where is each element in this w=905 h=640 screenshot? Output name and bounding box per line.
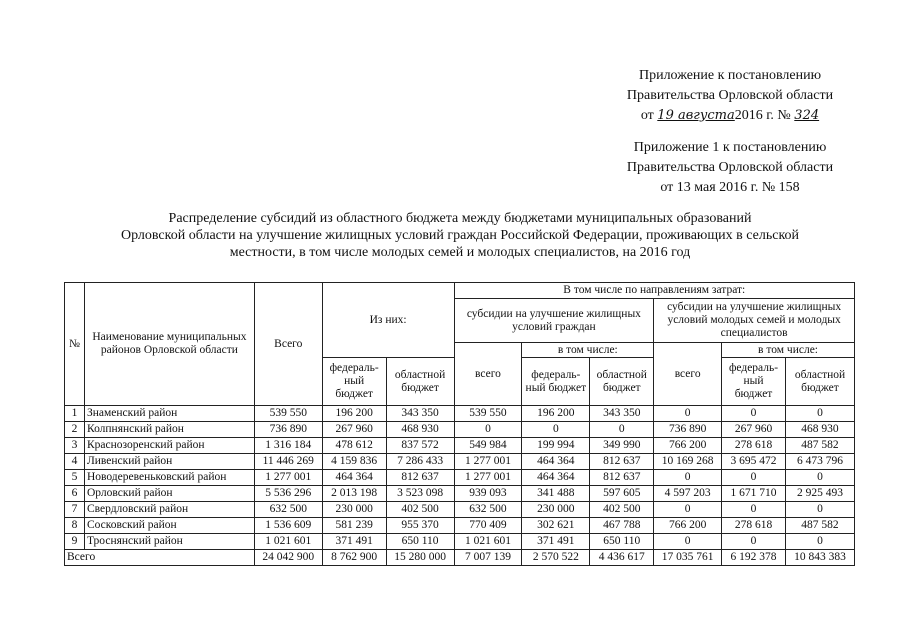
cell-regional: 3 523 098 <box>386 486 454 502</box>
cell-g1-federal: 302 621 <box>522 518 590 534</box>
cell-g1-all: 770 409 <box>454 518 522 534</box>
g1-federal-header: федераль-ный бюджет <box>522 358 590 406</box>
g1-all-header: всего <box>454 343 522 406</box>
district-name: Колпнянский район <box>84 422 254 438</box>
handwritten-date: 19 августа <box>657 108 735 123</box>
appendix-header-line: Приложение к постановлению <box>638 68 822 83</box>
title-line: Орловской области на улучшение жилищных условий граждан Российской Федерации, проживающих в сельской <box>120 228 800 243</box>
row-num: 9 <box>65 534 85 550</box>
cell-g1-regional: 343 350 <box>590 406 654 422</box>
cell-g1-regional: 4 436 617 <box>590 550 654 566</box>
cell-federal: 464 364 <box>322 470 386 486</box>
table-row <box>65 422 855 438</box>
cell-federal: 8 762 900 <box>322 550 386 566</box>
cell-federal: 230 000 <box>322 502 386 518</box>
appendix-header-line: от 13 мая 2016 г. № 158 <box>660 180 800 195</box>
total-label: Всего <box>65 550 255 566</box>
cell-total: 736 890 <box>254 422 322 438</box>
district-name: Ливенский район <box>84 454 254 470</box>
row-num: 4 <box>65 454 85 470</box>
g2-federal-header: федераль-ный бюджет <box>722 358 786 406</box>
cell-g1-regional: 812 637 <box>590 454 654 470</box>
table-row <box>65 470 855 486</box>
cell-g2-regional: 10 843 383 <box>785 550 854 566</box>
cell-federal: 4 159 836 <box>322 454 386 470</box>
cell-regional: 650 110 <box>386 534 454 550</box>
cell-g1-regional: 597 605 <box>590 486 654 502</box>
cell-total: 1 316 184 <box>254 438 322 454</box>
col-of-them-header: Из них: <box>322 283 454 358</box>
cell-g1-regional: 402 500 <box>590 502 654 518</box>
cell-federal: 478 612 <box>322 438 386 454</box>
cell-g2-federal: 0 <box>722 502 786 518</box>
table-row <box>65 454 855 470</box>
cell-total: 1 536 609 <box>254 518 322 534</box>
cell-g2-federal: 278 618 <box>722 438 786 454</box>
row-num: 5 <box>65 470 85 486</box>
cell-g2-all: 0 <box>654 502 722 518</box>
cell-g1-all: 939 093 <box>454 486 522 502</box>
g2-incl-header: в том числе: <box>722 343 855 358</box>
cell-federal: 267 960 <box>322 422 386 438</box>
row-num: 8 <box>65 518 85 534</box>
cell-regional: 343 350 <box>386 406 454 422</box>
cell-g1-federal: 196 200 <box>522 406 590 422</box>
group1-header: субсидии на улучшение жилищных условий граждан <box>454 299 654 343</box>
cell-g2-federal: 0 <box>722 406 786 422</box>
appendix-header-line: Приложение 1 к постановлению <box>633 140 827 155</box>
district-name: Знаменский район <box>84 406 254 422</box>
cell-g2-all: 736 890 <box>654 422 722 438</box>
cell-regional: 402 500 <box>386 502 454 518</box>
table-row <box>65 534 855 550</box>
federal-header: федераль-ный бюджет <box>322 358 386 406</box>
cell-g1-federal: 464 364 <box>522 470 590 486</box>
cell-g1-regional: 812 637 <box>590 470 654 486</box>
table-row <box>65 502 855 518</box>
cell-federal: 196 200 <box>322 406 386 422</box>
g1-regional-header: областной бюджет <box>590 358 654 406</box>
district-name: Новодеревеньковский район <box>84 470 254 486</box>
row-num: 6 <box>65 486 85 502</box>
cell-g1-federal: 230 000 <box>522 502 590 518</box>
cell-g2-federal: 278 618 <box>722 518 786 534</box>
cell-g1-federal: 341 488 <box>522 486 590 502</box>
cell-g2-federal: 267 960 <box>722 422 786 438</box>
district-name: Свердловский район <box>84 502 254 518</box>
cell-total: 632 500 <box>254 502 322 518</box>
cell-g2-federal: 0 <box>722 470 786 486</box>
title-line: местности, в том числе молодых семей и молодых специалистов, на 2016 год <box>229 245 691 260</box>
cell-federal: 2 013 198 <box>322 486 386 502</box>
district-name: Троснянский район <box>84 534 254 550</box>
table-total-row <box>65 550 855 566</box>
cell-g1-all: 632 500 <box>454 502 522 518</box>
cell-g2-regional: 0 <box>785 470 854 486</box>
row-num: 2 <box>65 422 85 438</box>
cell-g2-regional: 0 <box>785 406 854 422</box>
cell-g2-regional: 0 <box>785 502 854 518</box>
cell-g2-regional: 0 <box>785 534 854 550</box>
subsidy-table <box>64 282 855 566</box>
cell-regional: 468 930 <box>386 422 454 438</box>
cell-total: 24 042 900 <box>254 550 322 566</box>
col-by-direction-header: В том числе по направлениям затрат: <box>454 283 854 299</box>
cell-g2-regional: 468 930 <box>785 422 854 438</box>
cell-g1-federal: 0 <box>522 422 590 438</box>
cell-g2-all: 0 <box>654 406 722 422</box>
col-num-header: № <box>65 283 85 406</box>
cell-federal: 371 491 <box>322 534 386 550</box>
cell-g2-regional: 487 582 <box>785 518 854 534</box>
cell-g1-federal: 199 994 <box>522 438 590 454</box>
cell-g2-all: 17 035 761 <box>654 550 722 566</box>
group2-header: субсидии на улучшение жилищных условий молодых семей и молодых специалистов <box>654 299 855 343</box>
cell-g2-regional: 6 473 796 <box>785 454 854 470</box>
col-name-header: Наименование муниципальных районов Орловской области <box>84 283 254 406</box>
cell-g1-all: 1 021 601 <box>454 534 522 550</box>
district-name: Орловский район <box>84 486 254 502</box>
cell-g1-all: 0 <box>454 422 522 438</box>
handwritten-number: 324 <box>794 108 820 123</box>
table-row <box>65 438 855 454</box>
cell-g2-regional: 487 582 <box>785 438 854 454</box>
cell-federal: 581 239 <box>322 518 386 534</box>
title-line: Распределение субсидий из областного бюджета между бюджетами муниципальных образований <box>168 211 752 226</box>
cell-g1-all: 1 277 001 <box>454 454 522 470</box>
cell-g2-regional: 2 925 493 <box>785 486 854 502</box>
cell-g1-all: 539 550 <box>454 406 522 422</box>
cell-total: 5 536 296 <box>254 486 322 502</box>
cell-total: 11 446 269 <box>254 454 322 470</box>
district-name: Сосковский район <box>84 518 254 534</box>
cell-g1-federal: 464 364 <box>522 454 590 470</box>
cell-g1-regional: 349 990 <box>590 438 654 454</box>
appendix-date-line <box>600 106 860 126</box>
cell-regional: 15 280 000 <box>386 550 454 566</box>
date-middle: 2016 г. № <box>734 108 791 123</box>
row-num: 7 <box>65 502 85 518</box>
cell-g2-all: 0 <box>654 534 722 550</box>
appendix-header-original <box>600 138 860 198</box>
cell-g2-all: 4 597 203 <box>654 486 722 502</box>
cell-total: 539 550 <box>254 406 322 422</box>
district-name: Краснозоренский район <box>84 438 254 454</box>
cell-total: 1 021 601 <box>254 534 322 550</box>
cell-g2-all: 766 200 <box>654 518 722 534</box>
cell-g2-federal: 0 <box>722 534 786 550</box>
cell-regional: 7 286 433 <box>386 454 454 470</box>
g1-incl-header: в том числе: <box>522 343 654 358</box>
cell-g1-regional: 467 788 <box>590 518 654 534</box>
appendix-header-current <box>600 66 860 126</box>
cell-g2-federal: 1 671 710 <box>722 486 786 502</box>
cell-regional: 837 572 <box>386 438 454 454</box>
appendix-header-line: Правительства Орловской области <box>626 88 834 103</box>
cell-g1-all: 7 007 139 <box>454 550 522 566</box>
cell-total: 1 277 001 <box>254 470 322 486</box>
cell-g2-federal: 6 192 378 <box>722 550 786 566</box>
cell-g1-federal: 2 570 522 <box>522 550 590 566</box>
cell-g1-all: 1 277 001 <box>454 470 522 486</box>
cell-regional: 955 370 <box>386 518 454 534</box>
cell-g2-federal: 3 695 472 <box>722 454 786 470</box>
cell-g1-regional: 0 <box>590 422 654 438</box>
g2-regional-header: областной бюджет <box>785 358 854 406</box>
g2-all-header: всего <box>654 343 722 406</box>
table-row <box>65 518 855 534</box>
cell-regional: 812 637 <box>386 470 454 486</box>
cell-g2-all: 766 200 <box>654 438 722 454</box>
col-total-header: Всего <box>254 283 322 406</box>
cell-g1-federal: 371 491 <box>522 534 590 550</box>
table-row <box>65 406 855 422</box>
cell-g1-all: 549 984 <box>454 438 522 454</box>
regional-header: областной бюджет <box>386 358 454 406</box>
table-row <box>65 486 855 502</box>
row-num: 3 <box>65 438 85 454</box>
cell-g1-regional: 650 110 <box>590 534 654 550</box>
document-title <box>60 210 860 261</box>
appendix-header-line: Правительства Орловской области <box>626 160 834 175</box>
cell-g2-all: 10 169 268 <box>654 454 722 470</box>
date-prefix: от <box>640 108 654 123</box>
row-num: 1 <box>65 406 85 422</box>
cell-g2-all: 0 <box>654 470 722 486</box>
